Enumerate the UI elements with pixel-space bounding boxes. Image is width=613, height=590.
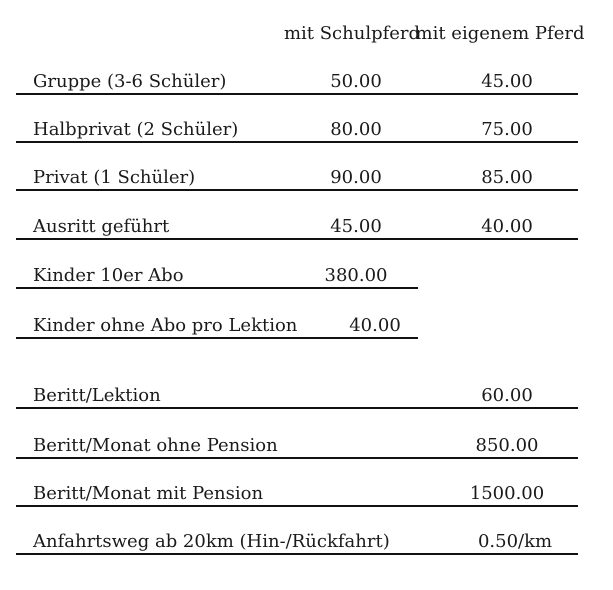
row-label: Halbprivat (2 Schüler) [33, 119, 239, 140]
price-mit-eigenem-pferd: 75.00 [481, 119, 533, 140]
row-label: Ausritt geführt [33, 216, 170, 237]
price-mit-eigenem-pferd: 1500.00 [469, 483, 545, 504]
price-mit-schulpferd: 50.00 [330, 71, 382, 92]
price-mit-eigenem-pferd: 60.00 [481, 385, 533, 406]
table-row [16, 423, 578, 459]
row-label: Gruppe (3-6 Schüler) [33, 71, 227, 92]
table-row [16, 155, 578, 191]
table-row [16, 471, 578, 507]
row-label: Anfahrtsweg ab 20km (Hin-/Rückfahrt) [33, 531, 390, 552]
price-mit-schulpferd: 45.00 [330, 216, 382, 237]
price-mit-eigenem-pferd: 0.50/km [477, 531, 553, 552]
table-row [16, 303, 418, 339]
price-mit-schulpferd: 90.00 [330, 167, 382, 188]
column-header-mit-eigenem-pferd: mit eigenem Pferd [415, 23, 585, 44]
row-label: Beritt/Monat ohne Pension [33, 435, 278, 456]
table-row [16, 519, 578, 555]
price-mit-eigenem-pferd: 850.00 [475, 435, 539, 456]
row-label: Privat (1 Schüler) [33, 167, 196, 188]
column-header-mit-schulpferd: mit Schulpferd [283, 23, 421, 44]
row-label: Beritt/Lektion [33, 385, 161, 406]
row-label: Kinder ohne Abo pro Lektion [33, 315, 298, 336]
price-mit-schulpferd: 40.00 [349, 315, 401, 336]
price-mit-schulpferd: 380.00 [324, 265, 388, 286]
row-label: Kinder 10er Abo [33, 265, 184, 286]
row-label: Beritt/Monat mit Pension [33, 483, 264, 504]
price-mit-schulpferd: 80.00 [330, 119, 382, 140]
price-mit-eigenem-pferd: 45.00 [481, 71, 533, 92]
table-row [16, 373, 578, 409]
table-row [16, 107, 578, 143]
table-row [16, 59, 578, 95]
price-mit-eigenem-pferd: 40.00 [481, 216, 533, 237]
table-row [16, 253, 418, 289]
table-row [16, 204, 578, 240]
price-mit-eigenem-pferd: 85.00 [481, 167, 533, 188]
